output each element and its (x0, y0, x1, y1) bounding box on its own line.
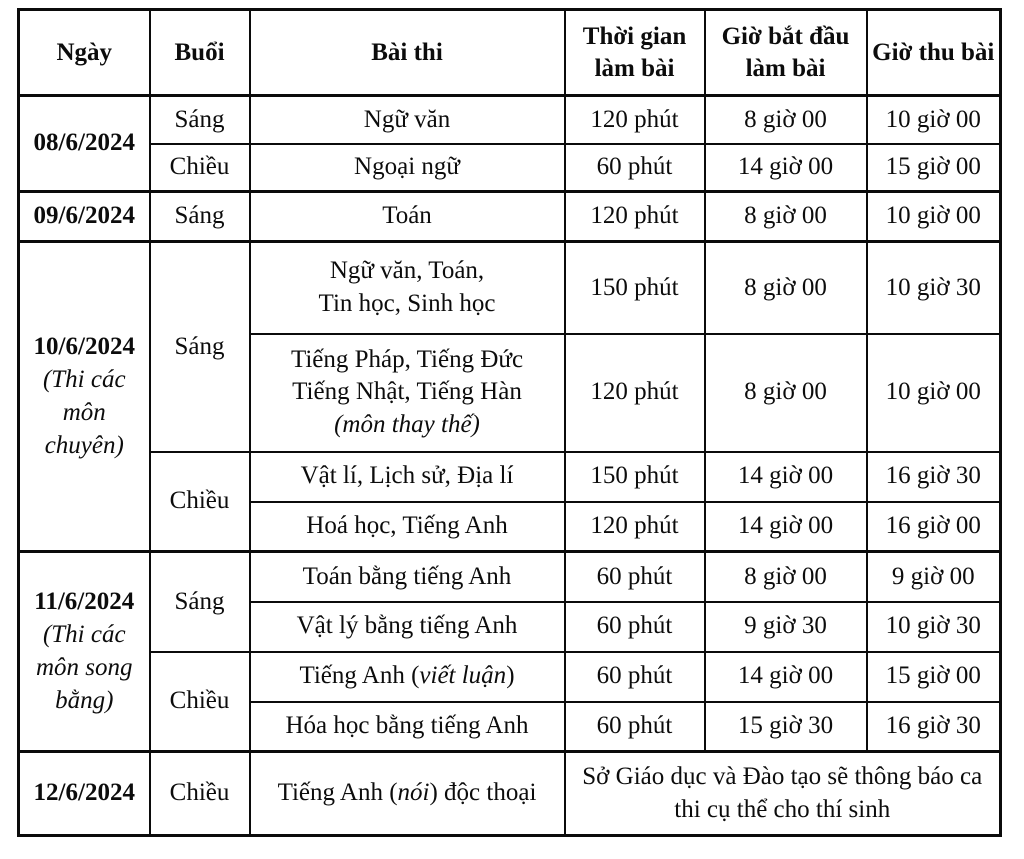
exam-cell: Ngữ văn (250, 96, 565, 144)
header-date: Ngày (19, 10, 150, 96)
exam-text: ) độc thoại (429, 779, 537, 807)
collect-time-cell: 9 giờ 00 (867, 552, 1001, 602)
table-row (19, 552, 1001, 602)
duration-cell: 150 phút (565, 452, 705, 502)
date-cell-11-6 (19, 552, 150, 752)
date-text: 11/6/2024 (34, 587, 135, 615)
exam-line: Tiếng Nhật, Tiếng Hàn (292, 378, 522, 406)
duration-cell: 120 phút (565, 192, 705, 242)
exam-line: Tiếng Pháp, Tiếng Đức (290, 345, 524, 373)
header-start-time: Giờ bắt đầu làm bài (705, 10, 867, 96)
duration-cell: 60 phút (565, 652, 705, 702)
collect-time-cell: 10 giờ 00 (867, 334, 1001, 452)
duration-cell: 120 phút (565, 96, 705, 144)
exam-cell (250, 652, 565, 702)
date-text: 10/6/2024 (33, 332, 135, 360)
session-cell: Chiều (150, 144, 250, 192)
start-time-cell: 14 giờ 00 (705, 652, 867, 702)
date-cell-12-6: 12/6/2024 (19, 752, 150, 836)
collect-time-cell: 10 giờ 30 (867, 242, 1001, 334)
exam-text-italic: nói (397, 779, 430, 807)
duration-cell: 60 phút (565, 144, 705, 192)
exam-cell: Vật lý bằng tiếng Anh (250, 602, 565, 652)
table-row (19, 242, 1001, 334)
exam-cell: Hóa học bằng tiếng Anh (250, 702, 565, 752)
start-time-cell: 9 giờ 30 (705, 602, 867, 652)
start-time-cell: 14 giờ 00 (705, 452, 867, 502)
exam-cell: Toán bằng tiếng Anh (250, 552, 565, 602)
start-time-cell: 8 giờ 00 (705, 96, 867, 144)
table-row (19, 452, 1001, 502)
session-cell: Sáng (150, 552, 250, 652)
collect-time-cell: 10 giờ 00 (867, 96, 1001, 144)
exam-text-italic: viết luận (419, 662, 507, 690)
duration-cell: 150 phút (565, 242, 705, 334)
duration-cell: 60 phút (565, 602, 705, 652)
table-row (19, 192, 1001, 242)
exam-line: Ngữ văn, Toán, (329, 257, 485, 285)
start-time-cell: 8 giờ 00 (705, 242, 867, 334)
exam-note: (môn thay thế) (334, 410, 480, 438)
duration-cell: 60 phút (565, 552, 705, 602)
header-duration: Thời gian làm bài (565, 10, 705, 96)
date-note: (Thi các môn chuyên) (42, 366, 126, 460)
start-time-cell: 14 giờ 00 (705, 502, 867, 552)
table-row (19, 144, 1001, 192)
collect-time-cell: 16 giờ 00 (867, 502, 1001, 552)
start-time-cell: 8 giờ 00 (705, 334, 867, 452)
collect-time-cell: 16 giờ 30 (867, 452, 1001, 502)
session-cell: Chiều (150, 752, 250, 836)
collect-time-cell: 10 giờ 00 (867, 192, 1001, 242)
session-cell: Chiều (150, 452, 250, 552)
session-cell: Chiều (150, 652, 250, 752)
exam-schedule-table (17, 8, 1002, 837)
exam-cell (250, 334, 565, 452)
session-cell: Sáng (150, 242, 250, 452)
exam-cell: Toán (250, 192, 565, 242)
exam-text: ) (506, 662, 515, 690)
start-time-cell: 8 giờ 00 (705, 192, 867, 242)
exam-cell: Hoá học, Tiếng Anh (250, 502, 565, 552)
exam-cell (250, 242, 565, 334)
table-row (19, 652, 1001, 702)
exam-cell: Vật lí, Lịch sử, Địa lí (250, 452, 565, 502)
duration-cell: 60 phút (565, 702, 705, 752)
table-row (19, 96, 1001, 144)
collect-time-cell: 15 giờ 00 (867, 652, 1001, 702)
table-row (19, 752, 1001, 836)
date-cell-10-6 (19, 242, 150, 552)
start-time-cell: 8 giờ 00 (705, 552, 867, 602)
header-exam: Bài thi (250, 10, 565, 96)
exam-text: Tiếng Anh ( (299, 662, 420, 690)
collect-time-cell: 16 giờ 30 (867, 702, 1001, 752)
date-note: (Thi các môn song bằng) (35, 621, 133, 715)
exam-line: Tin học, Sinh học (318, 289, 496, 317)
date-cell-09-6: 09/6/2024 (19, 192, 150, 242)
collect-time-cell: 10 giờ 30 (867, 602, 1001, 652)
exam-text: Tiếng Anh ( (277, 779, 398, 807)
session-cell: Sáng (150, 96, 250, 144)
collect-time-cell: 15 giờ 00 (867, 144, 1001, 192)
header-row (19, 10, 1001, 96)
header-session: Buổi (150, 10, 250, 96)
session-cell: Sáng (150, 192, 250, 242)
date-cell-08-6: 08/6/2024 (19, 96, 150, 192)
duration-cell: 120 phút (565, 334, 705, 452)
start-time-cell: 14 giờ 00 (705, 144, 867, 192)
start-time-cell: 15 giờ 30 (705, 702, 867, 752)
exam-cell (250, 752, 565, 836)
header-collect-time: Giờ thu bài (867, 10, 1001, 96)
exam-cell: Ngoại ngữ (250, 144, 565, 192)
duration-cell: 120 phút (565, 502, 705, 552)
notice-cell: Sở Giáo dục và Đào tạo sẽ thông báo ca thi cụ thể cho thí sinh (565, 752, 1001, 836)
